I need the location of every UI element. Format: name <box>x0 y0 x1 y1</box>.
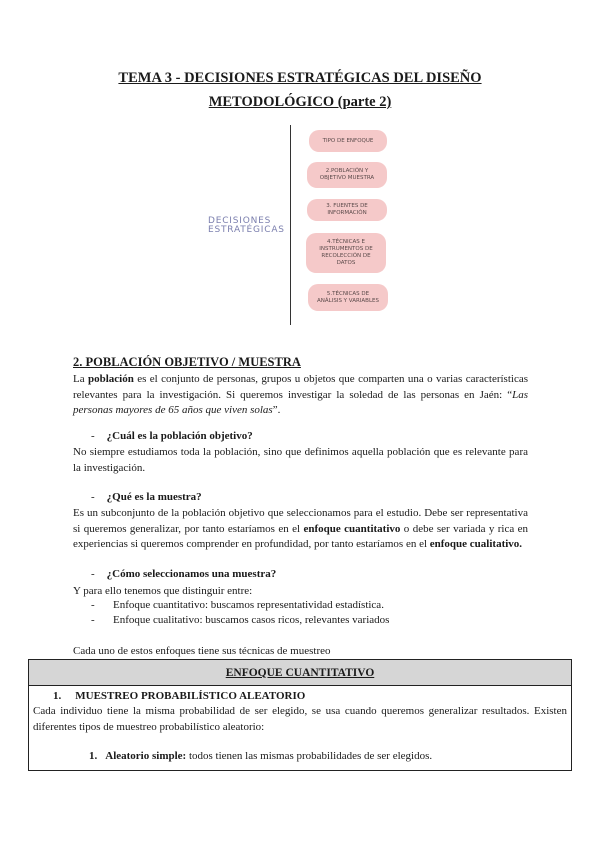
closing-sentence: Cada uno de estos enfoques tiene sus técnicas de muestreo <box>73 645 331 657</box>
box-list-item: 1. Aleatorio simple: todos tienen las mismas probabilidades de ser elegidos. <box>89 750 433 762</box>
quantitative-approach-box <box>28 659 572 771</box>
list-item: - Enfoque cuantitativo: buscamos representatividad estadística. <box>91 599 384 611</box>
page-subtitle: METODOLÓGICO (parte 2) <box>208 94 392 110</box>
intro-paragraph: La población es el conjunto de personas, grupos u objetos que comparten una o varias características relevantes para la investigación. Si queremos investigar la soledad de las personas en Jaén: “Las personas mayores de 65 años que viven solas”. <box>73 373 528 416</box>
diagram-node-enfoque: TIPO DE ENFOQUE <box>309 130 387 152</box>
box-paragraph: Cada individuo tiene la misma probabilidad de ser elegido, se usa cuando queremos generalizar resultados. Existen diferentes tipos de muestreo probabilístico aleatorio: <box>33 705 567 733</box>
page-title: TEMA 3 - DECISIONES ESTRATÉGICAS DEL DISEÑO <box>118 70 482 86</box>
diagram-root-label: DECISIONES ESTRATÉGICAS <box>208 216 285 235</box>
question-poblacion-objetivo: - ¿Cuál es la población objetivo? <box>91 430 253 442</box>
decisions-diagram <box>0 125 600 330</box>
list-item: - Enfoque cualitativo: buscamos casos ricos, relevantes variados <box>91 614 390 626</box>
diagram-connector-line <box>290 125 291 325</box>
question-seleccion-muestra: - ¿Cómo seleccionamos una muestra? <box>91 568 277 580</box>
question-muestra: - ¿Qué es la muestra? <box>91 491 202 503</box>
answer-seleccion-muestra: Y para ello tenemos que distinguir entre: <box>73 585 253 597</box>
answer-poblacion-objetivo: No siempre estudiamos toda la población, sino que definimos aquella población que es relevante para la investigación. <box>73 446 528 474</box>
answer-muestra: Es un subconjunto de la población objetivo que seleccionamos para el estudio. Debe ser representativa si queremos generalizar, por tanto estaríamos en el enfoque cuantitativo o debe ser variada y rica en experiencias si queremos comprender en profundidad, por tanto estaríamos en el enfoque cualitativo. <box>73 507 529 550</box>
box-subheading: 1. MUESTREO PROBABILÍSTICO ALEATORIO <box>53 690 306 702</box>
box-heading: ENFOQUE CUANTITATIVO <box>29 660 571 686</box>
section-heading: 2. POBLACIÓN OBJETIVO / MUESTRA <box>73 355 301 369</box>
diagram-node-fuentes: 3. FUENTES DE INFORMACIÓN <box>307 199 387 221</box>
diagram-node-poblacion: 2.POBLACIÓN Y OBJETIVO MUESTRA <box>307 162 387 188</box>
diagram-node-tecnicas: 4.TÉCNICAS E INSTRUMENTOS DE RECOLECCIÓN DE DATOS <box>306 233 386 273</box>
diagram-node-analisis: 5.TÉCNICAS DE ANÁLISIS Y VARIABLES <box>308 284 388 311</box>
